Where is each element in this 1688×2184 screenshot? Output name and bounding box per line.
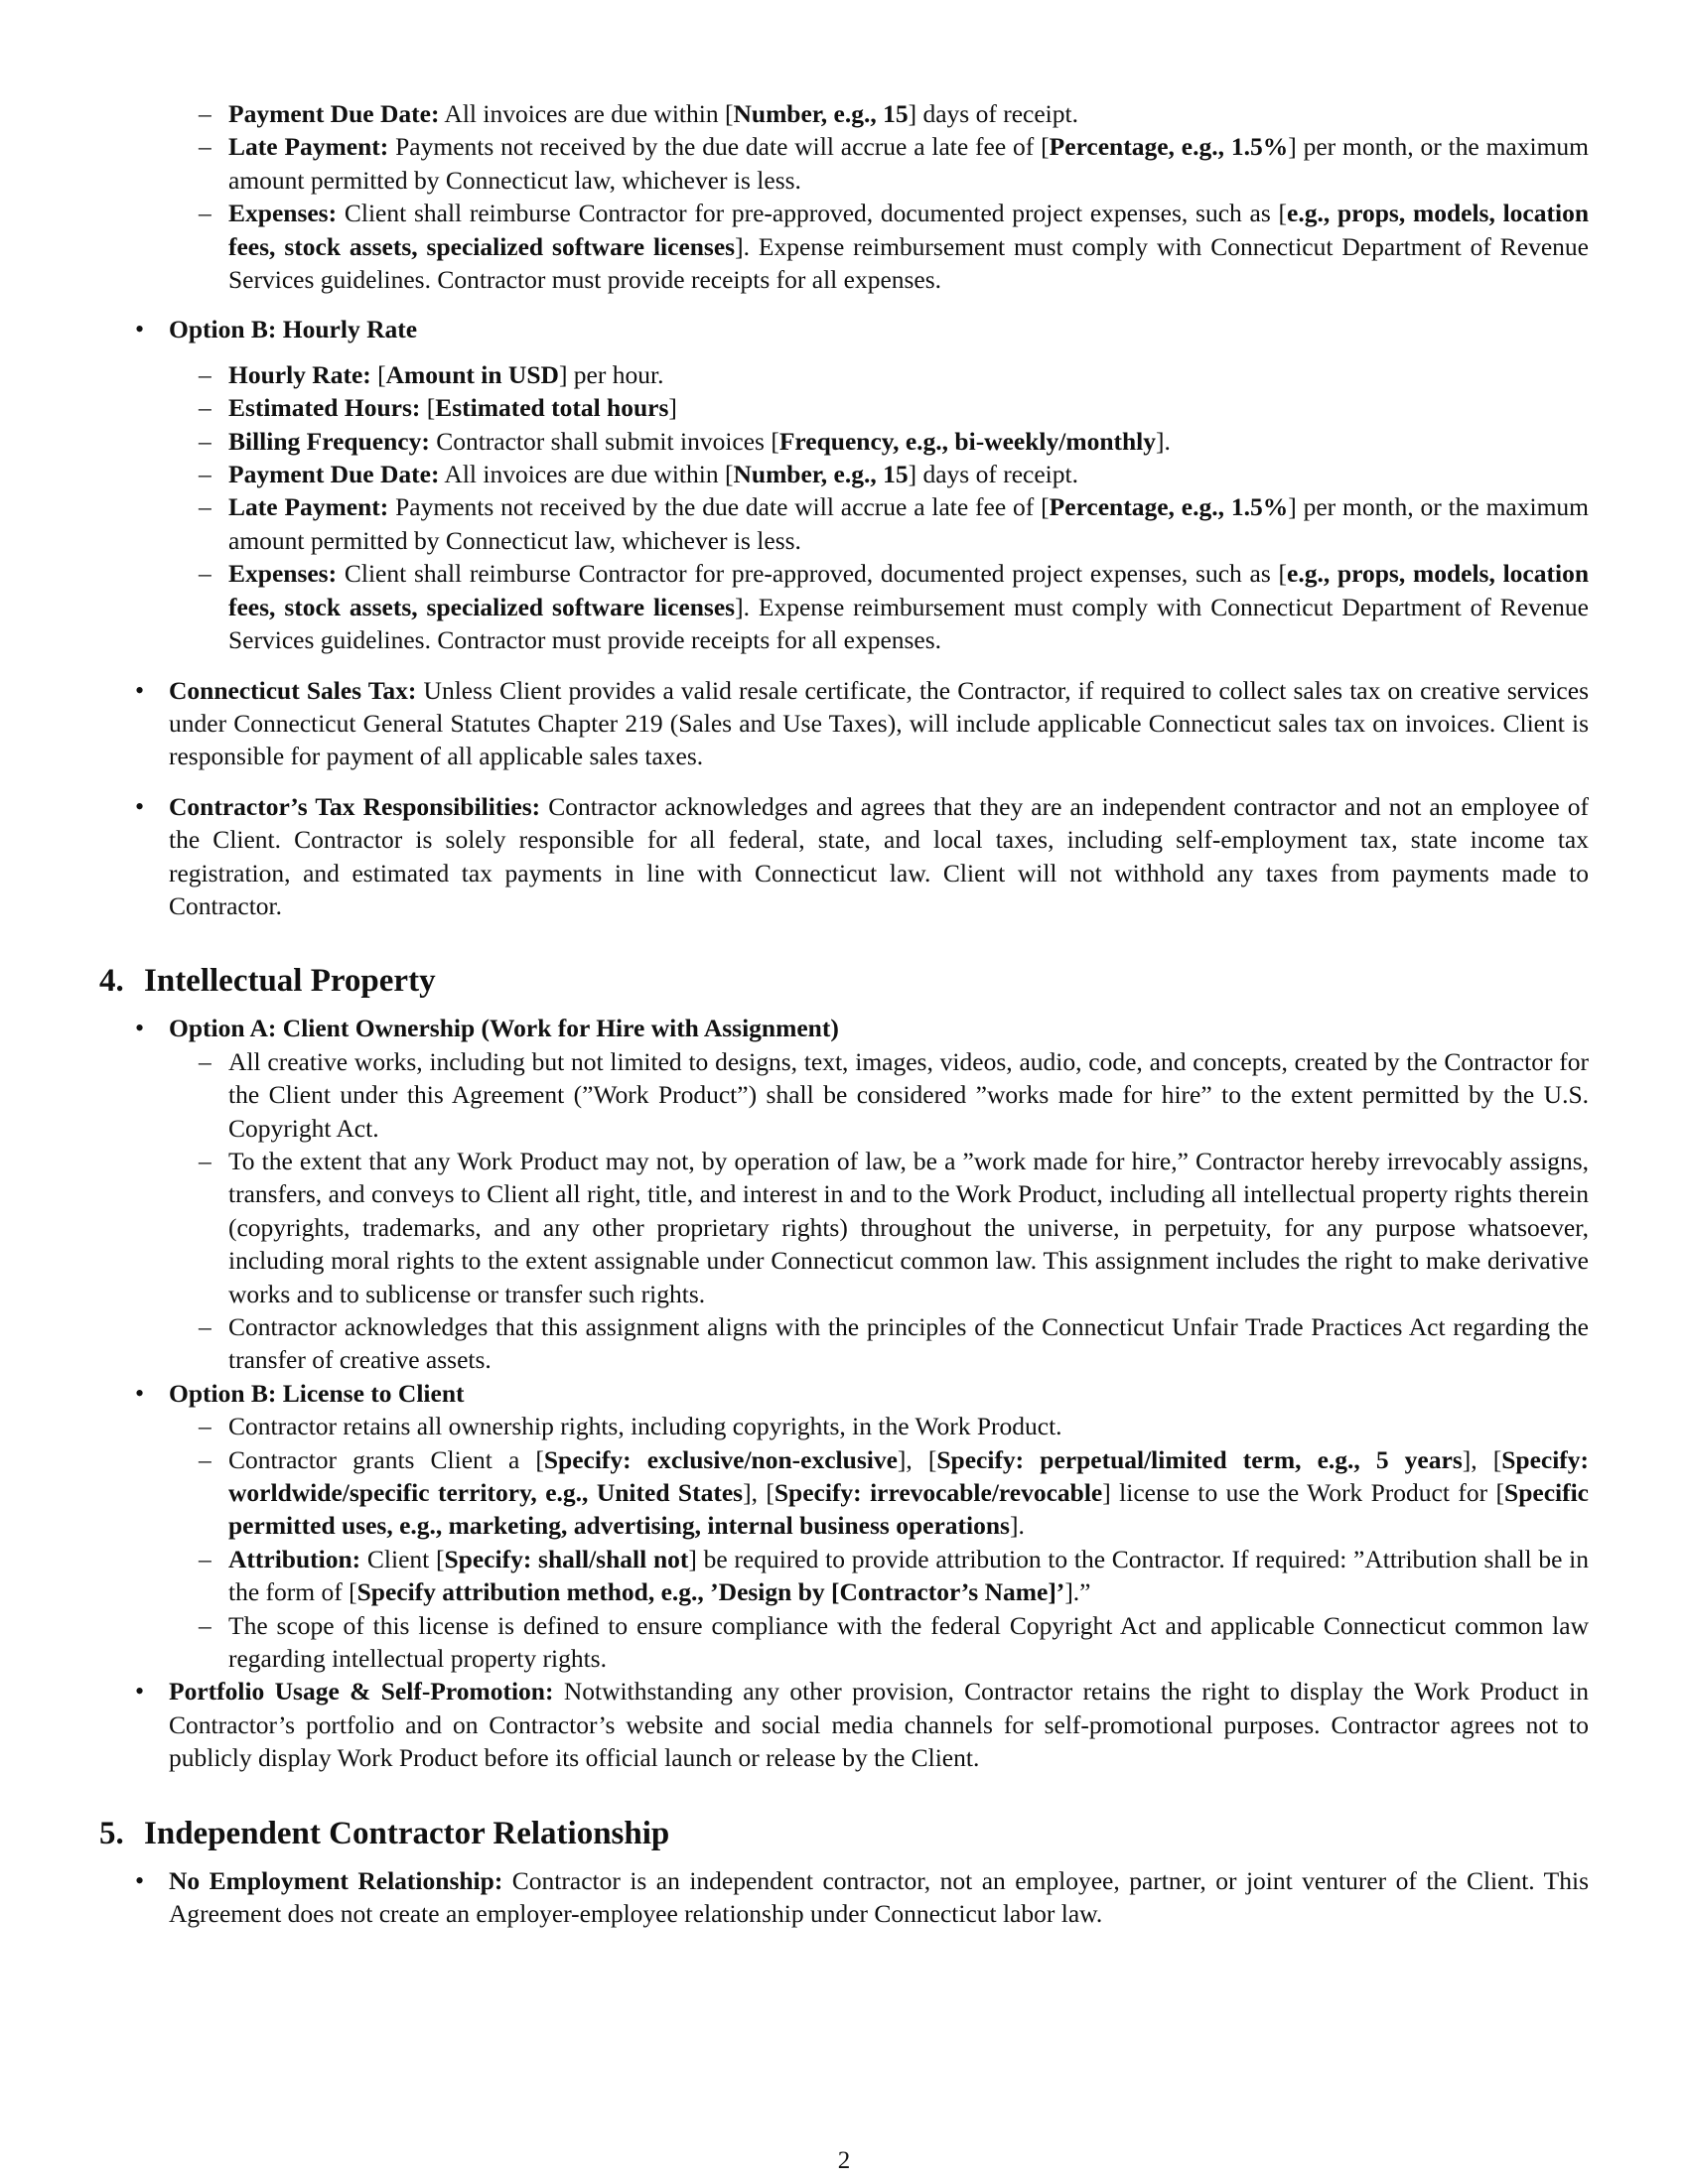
list-item: – Hourly Rate: [Amount in USD] per hour. <box>169 358 1589 391</box>
intellectual-property-list <box>99 1012 1589 1774</box>
document-page <box>99 97 1589 1931</box>
portfolio-usage: • Portfolio Usage & Self-Promotion: Notwithstanding any other provision, Contractor retains the right to display the Work Product in Contractor’s portfolio and on Contractor’s website and social media channels for self-promotional purposes. Contractor agrees not to publicly display Work Product before its official launch or release by the Client. <box>99 1675 1589 1774</box>
option-b-terms <box>169 358 1589 657</box>
option-b-hourly-rate: • Option B: Hourly Rate – Hourly Rate: [Amount in USD] per hour. – Estimated Hours: [Estimated total hours] – Billing Frequency: Contractor shall submit invoices [Frequency, e.g., bi-weekly/monthly]. – Payment Due Date: All invoices are due within [Number, e.g., 15] days of receipt. – Late Payment: Payments not received by the due date will accrue a late fee of [Percentage, e.g., 1.5%] per month, or the maximum amount permitted by Connecticut law, whichever is less. – Expenses: Client shall reimburse Contractor for pre-approved, documented project expenses, such as [e.g., props, models, location fees, stock assets, specialized software licenses]. Expense reimbursement must comply with Connecticut Department of Revenue Services guidelines. Contractor must provide receipts for all expenses. <box>99 313 1589 656</box>
option-b-license-to-client: • Option B: License to Client – Contractor retains all ownership rights, including copyrights, in the Work Product. – Contractor grants Client a [Specify: exclusive/non-exclusive], [Specify: perpetual/limited term, e.g., 5 years], [Specify: worldwide/specific territory, e.g., United States], [Specify: irrevocable/revocable] license to use the Work Product for [Specific permitted uses, e.g., marketing, advertising, internal business operations]. – Attribution: Client [Specify: shall/shall not] be required to provide attribution to the Contractor. If required: ”Attribution shall be in the form of [Specify attribution method, e.g., ’Design by [Contractor’s Name]’].” – The scope of this license is defined to ensure compliance with the federal Copyright Act and applicable Connecticut common law regarding intellectual property rights. <box>99 1377 1589 1676</box>
list-item: – Expenses: Client shall reimburse Contractor for pre-approved, documented project expenses, such as [e.g., props, models, location fees, stock assets, specialized software licenses]. Expense reimbursement must comply with Connecticut Department of Revenue Services guidelines. Contractor must provide receipts for all expenses. <box>169 557 1589 656</box>
page-number: 2 <box>837 2147 851 2174</box>
independent-contractor-list <box>99 1864 1589 1931</box>
list-item: – Contractor acknowledges that this assignment aligns with the principles of the Connecticut Unfair Trade Practices Act regarding the transfer of creative assets. <box>169 1310 1589 1377</box>
section-heading-intellectual-property: 4. Intellectual Property <box>99 963 436 1000</box>
option-a-payment-terms <box>169 97 1589 296</box>
option-a-terms <box>169 1045 1589 1377</box>
list-item: – Billing Frequency: Contractor shall submit invoices [Frequency, e.g., bi-weekly/monthly]. <box>169 425 1589 458</box>
option-b-license-terms <box>169 1410 1589 1675</box>
list-item: – Attribution: Client [Specify: shall/shall not] be required to provide attribution to the Contractor. If required: ”Attribution shall be in the form of [Specify attribution method, e.g., ’Design by [Contractor’s Name]’].” <box>169 1543 1589 1609</box>
list-item: – Contractor grants Client a [Specify: exclusive/non-exclusive], [Specify: perpetual/limited term, e.g., 5 years], [Specify: worldwide/specific territory, e.g., United States], [Specify: irrevocable/revocable] license to use the Work Product for [Specific permitted uses, e.g., marketing, advertising, internal business operations]. <box>169 1443 1589 1543</box>
no-employment-relationship: • No Employment Relationship: Contractor is an independent contractor, not an employee, partner, or joint venturer of the Client. This Agreement does not create an employer-employee relationship under Connecticut labor law. <box>99 1864 1589 1931</box>
connecticut-sales-tax: • Connecticut Sales Tax: Unless Client provides a valid resale certificate, the Contractor, if required to collect sales tax on creative services under Connecticut General Statutes Chapter 219 (Sales and Use Taxes), will include applicable Connecticut sales tax on invoices. Client is responsible for payment of all applicable sales taxes. <box>99 674 1589 773</box>
compensation-list <box>99 313 1589 922</box>
list-item: – Late Payment: Payments not received by the due date will accrue a late fee of [Percentage, e.g., 1.5%] per month, or the maximum amount permitted by Connecticut law, whichever is less. <box>169 130 1589 197</box>
list-item: – Payment Due Date: All invoices are due within [Number, e.g., 15] days of receipt. <box>169 97 1589 130</box>
list-item: – Expenses: Client shall reimburse Contractor for pre-approved, documented project expenses, such as [e.g., props, models, location fees, stock assets, specialized software licenses]. Expense reimbursement must comply with Connecticut Department of Revenue Services guidelines. Contractor must provide receipts for all expenses. <box>169 197 1589 296</box>
list-item: – To the extent that any Work Product may not, by operation of law, be a ”work made for hire,” Contractor hereby irrevocably assigns, transfers, and conveys to Client all right, title, and interest in and to the Work Product, including all intellectual property rights therein (copyrights, trademarks, and any other proprietary rights) throughout the universe, in perpetuity, for any purpose whatsoever, including moral rights to the extent assignable under Connecticut common law. This assignment includes the right to make derivative works and to sublicense or transfer such rights. <box>169 1145 1589 1310</box>
list-item: – Late Payment: Payments not received by the due date will accrue a late fee of [Percentage, e.g., 1.5%] per month, or the maximum amount permitted by Connecticut law, whichever is less. <box>169 490 1589 557</box>
list-item: – Estimated Hours: [Estimated total hours] <box>169 391 1589 424</box>
contractor-tax-responsibilities: • Contractor’s Tax Responsibilities: Contractor acknowledges and agrees that they are an independent contractor and not an employee of the Client. Contractor is solely responsible for all federal, state, and local taxes, including self-employment tax, state income tax registration, and estimated tax payments in line with Connecticut law. Client will not withhold any taxes from payments made to Contractor. <box>99 790 1589 923</box>
list-item: – All creative works, including but not limited to designs, text, images, videos, audio, code, and concepts, created by the Contractor for the Client under this Agreement (”Work Product”) shall be considered ”works made for hire” to the extent permitted by the U.S. Copyright Act. <box>169 1045 1589 1145</box>
list-item: – The scope of this license is defined to ensure compliance with the federal Copyright Act and applicable Connecticut common law regarding intellectual property rights. <box>169 1609 1589 1676</box>
option-a-client-ownership: • Option A: Client Ownership (Work for Hire with Assignment) – All creative works, including but not limited to designs, text, images, videos, audio, code, and concepts, created by the Contractor for the Client under this Agreement (”Work Product”) shall be considered ”works made for hire” to the extent permitted by the U.S. Copyright Act. – To the extent that any Work Product may not, by operation of law, be a ”work made for hire,” Contractor hereby irrevocably assigns, transfers, and conveys to Client all right, title, and interest in and to the Work Product, including all intellectual property rights therein (copyrights, trademarks, and any other proprietary rights) throughout the universe, in perpetuity, for any purpose whatsoever, including moral rights to the extent assignable under Connecticut common law. This assignment includes the right to make derivative works and to sublicense or transfer such rights. – Contractor acknowledges that this assignment aligns with the principles of the Connecticut Unfair Trade Practices Act regarding the transfer of creative assets. <box>99 1012 1589 1376</box>
section-heading-independent-contractor: 5. Independent Contractor Relationship <box>99 1815 670 1851</box>
list-item: – Contractor retains all ownership rights, including copyrights, in the Work Product. <box>169 1410 1589 1442</box>
list-item: – Payment Due Date: All invoices are due within [Number, e.g., 15] days of receipt. <box>169 458 1589 490</box>
